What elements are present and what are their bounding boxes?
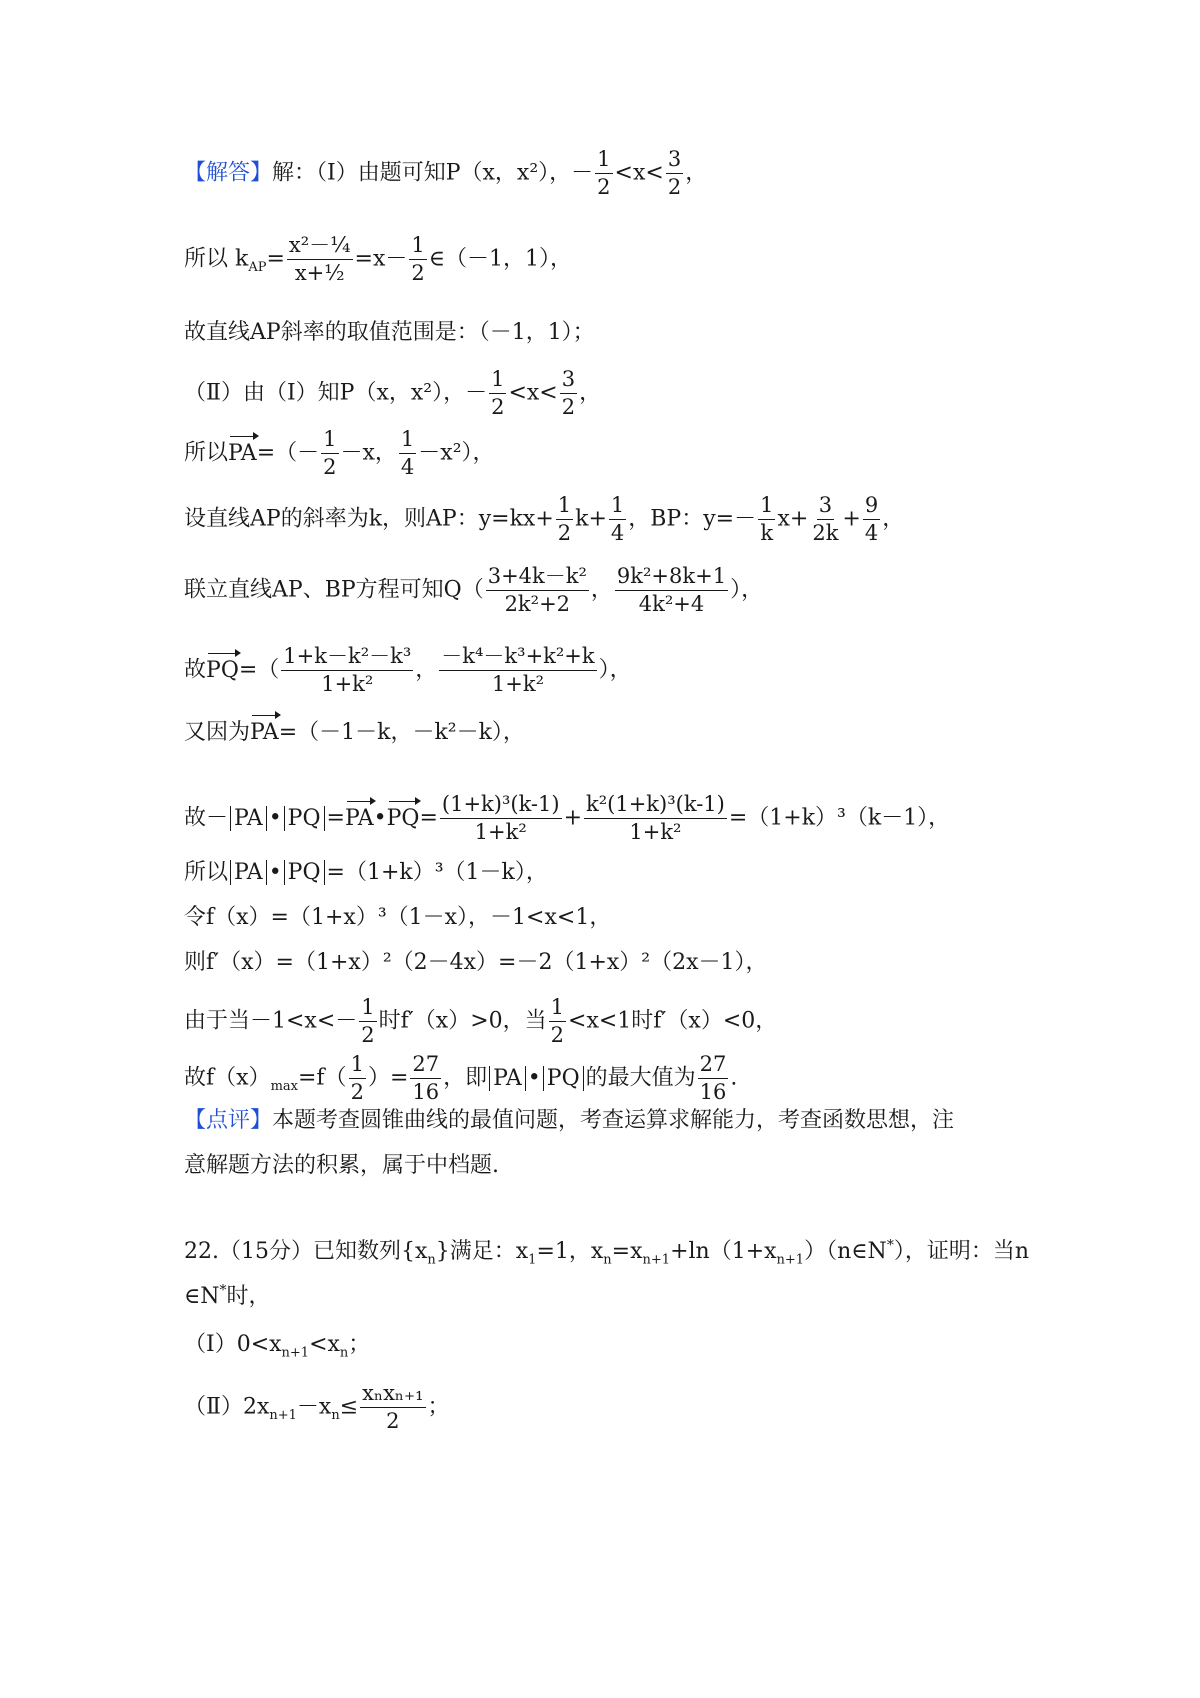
solution-line-12: 令f（x）=（1+x）³（1－x），－1<x<1， xyxy=(184,905,612,930)
slope-fraction: $\frac{\text{x²－¼}}{\text{x+½}}$ xyxy=(288,233,351,285)
solution-line-13: 则f′（x）=（1+x）²（2－4x）=－2（1+x）²（2x－1）， xyxy=(184,950,768,975)
solution-line-6: 设直线AP的斜率为k，则AP：y=kx+ $\frac{1}{2}$ k+ $\frac{1}{4}$ ，BP：y=－ $\frac{1}{k}$ x+ $\frac{3}{2k}$ + $\frac{9}{4}$ ， xyxy=(184,493,905,545)
solution-line-2: 所以 $k_{AP}=$ $\frac{\text{x²－¼}}{\text{x+½}}$ =x－ $\frac{1}{2}$ ∈（－1，1）， xyxy=(184,233,573,285)
solution-line-14: 由于当－1<x<－ $\frac{1}{2}$ 时f′（x）>0，当 $\frac{1}{2}$ <x<1时f′（x）<0， xyxy=(184,995,778,1047)
solution-line-7: 联立直线AP、BP方程可知Q（ $\frac{\text{3+4k－k²}}{\text{2k²+2}}$ ， $\frac{\text{9k²+8k+1}}{\text{4k²+4}}$ ）， xyxy=(184,564,764,616)
vector-pa: PA xyxy=(250,718,279,748)
question-22-part-2: $(Ⅱ)2x_{n+1}-x_n\le$ xₙxₙ₊₁ 2 ； xyxy=(184,1381,450,1433)
fraction: $\frac{1}{2}$ xyxy=(411,233,425,285)
fraction: $\frac{1}{2}$ xyxy=(597,147,611,199)
question-22-line-1: 22.（15分）已知数列$\{x_n\}$满足：$x_1=1$，$x_n=x_{n+1}+\ln(1+x_{n+1})(n\in N^*)$，证明：当n xyxy=(184,1237,1029,1268)
comment-tag: 【点评】 xyxy=(184,1108,273,1133)
solution-line-10: 故－ PA • PQ =PA•PQ= $\frac{\text{(1+k)³(k-1)}}{\text{1+k²}}$ + $\frac{\text{k²(1+k)³(k-1)}}{\text{1+k²}}$ =（1+k）³（k－1）， xyxy=(184,792,951,844)
solution-line-4: （Ⅱ）由（I）知P（x，x²），－ $\frac{1}{2}$ <x< $\frac{3}{2}$ ， xyxy=(184,367,602,419)
vector-pa: PA xyxy=(228,439,257,469)
solution-line-11: 所以 PA • PQ =（1+k）³（1－k）， xyxy=(184,860,548,885)
answer-tag: 【解答】 xyxy=(184,160,273,186)
solution-line-5: 所以PA=（－ $\frac{1}{2}$ －x， $\frac{1}{4}$ －x²）， xyxy=(184,427,495,479)
fraction: $\frac{1}{2}$ xyxy=(491,367,505,419)
question-22-line-2: ∈N*时， xyxy=(184,1282,271,1309)
solution-line-3: 故直线AP斜率的取值范围是：（－1，1）； xyxy=(184,320,595,345)
comment-line-1: 【点评】本题考查圆锥曲线的最值问题，考查运算求解能力，考查函数思想，注 xyxy=(184,1108,955,1133)
comment-line-2: 意解题方法的积累，属于中档题. xyxy=(184,1153,499,1178)
solution-line-8: 故PQ=（ $\frac{\text{1+k－k²－k³}}{\text{1+k²}}$ ， $\frac{\text{－k⁴－k³+k²+k}}{\text{1+k²}}$ ）， xyxy=(184,644,632,696)
vector-pq: PQ xyxy=(206,656,239,686)
fraction: $\frac{1}{4}$ xyxy=(400,427,415,479)
solution-line-1: 【解答】解：（Ⅰ）由题可知P（x，x²），－ $\frac{1}{2}$ <x< $\frac{3}{2}$ ， xyxy=(184,147,708,199)
solution-line-9: 又因为PA=（－1－k，－k²－k）， xyxy=(184,718,525,748)
fraction: $\frac{1}{2}$ xyxy=(323,427,337,479)
question-22-part-1: $(Ⅰ)0<x_{n+1}<x_n$； xyxy=(184,1332,371,1361)
fraction: $\frac{3}{2}$ xyxy=(667,147,682,199)
solution-line-15: 故$f(x)_{max}=f$（ $\frac{1}{2}$ ）= $\frac{27}{16}$ ，即 PA • PQ 的最大值为 $\frac{27}{16}$ . xyxy=(184,1052,738,1104)
fraction: $\frac{3}{2}$ xyxy=(561,367,576,419)
